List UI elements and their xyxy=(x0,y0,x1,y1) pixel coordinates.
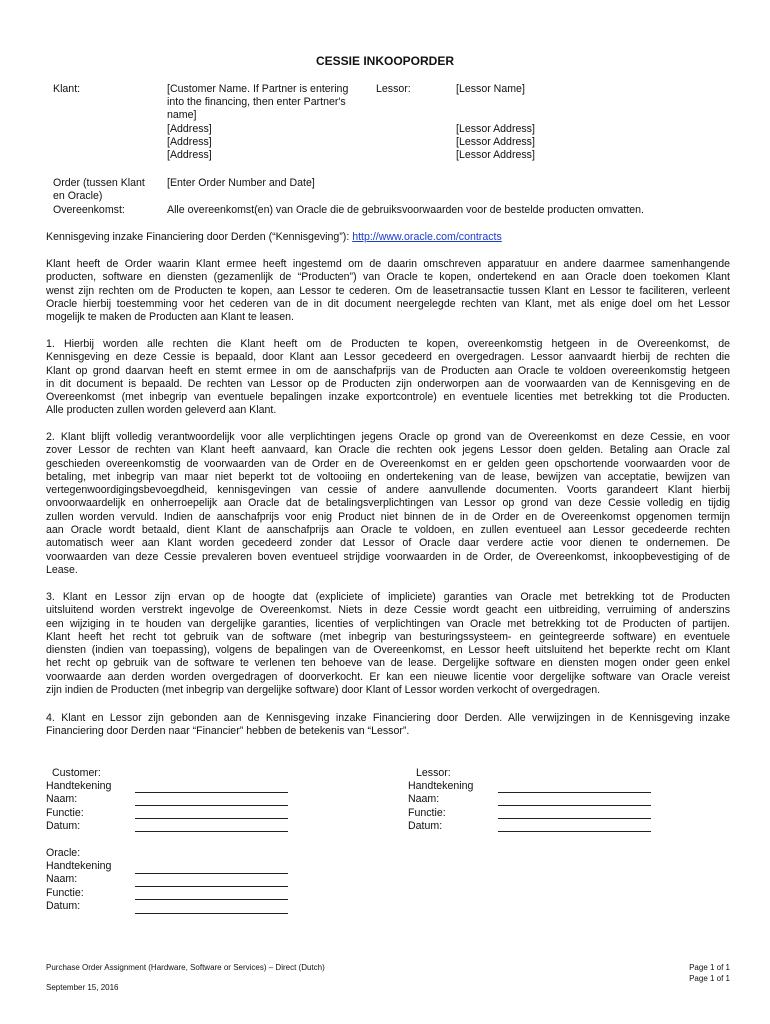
order-label-line: Order (tussen Klant xyxy=(53,177,145,189)
lessor-signature-line[interactable] xyxy=(498,792,651,793)
paragraph-line: het recht op gebruik van de software te verlenen ten behoeve van de lease. Dergelijke software en diensten mogen onder geen enkel xyxy=(46,657,730,670)
klant-address-line: [Address] xyxy=(167,122,212,135)
paragraph-line: wenst zijn rechten om de Producten te kopen, aan Lessor te cederen. Om de leasetransactie tussen Klant en Lessor te faciliteren, verleent xyxy=(46,284,730,297)
order-label xyxy=(53,177,145,203)
customer-signature-block xyxy=(46,767,111,833)
signature-field-label: Datum: xyxy=(46,819,81,832)
signature-field-label: Functie: xyxy=(46,806,84,819)
paragraph-line: in dit document is bepaald. De rechten van Lessor op de Producten zijn onderworpen aan de voorwaarden van de Kennisgeving en de xyxy=(46,377,730,390)
paragraph-line: zullen worden vervuld. Indien de aanschafprijs voor enig Product niet binnen de in de Order en de Overeenkomst opgenomen termijn xyxy=(46,510,730,523)
oracle-date-line[interactable] xyxy=(135,913,288,914)
oracle-function-line[interactable] xyxy=(135,899,288,900)
paragraph-line: onvoorwaardelijk en onherroepelijk aan Oracle dat de betalingsverplichtingen van Lessor op grond van deze Cessie volledig en tijdig xyxy=(46,497,730,510)
signature-field-label: Naam: xyxy=(46,793,78,806)
page-number: Page 1 of 1 xyxy=(689,974,730,983)
lessor-name-line[interactable] xyxy=(498,805,651,806)
paragraph-line: Klant op grond daarvan heeft en stemt ermee in om de aanschafprijs van de Producten aan Oracle te voldoen overeenkomstig hetgeen xyxy=(46,364,730,377)
signature-field-label: Naam: xyxy=(408,793,440,806)
signature-field-label: Functie: xyxy=(408,806,446,819)
clause-2 xyxy=(46,431,730,577)
paragraph-line: Kennisgeving en deze Cessie is bepaald, door Klant aan Lessor gecedeerd en overgedragen. Lessor aanvaardt hierbij de rechten die xyxy=(46,351,730,364)
footer-document-name: Purchase Order Assignment (Hardware, Software or Services) – Direct (Dutch) xyxy=(46,963,325,972)
lessor-address-line: [Lessor Address] xyxy=(456,149,535,162)
lessor-name: [Lessor Name] xyxy=(456,83,525,95)
customer-signature-line[interactable] xyxy=(135,792,288,793)
paragraph-line: betaling, met inbegrip van maar niet beperkt tot de voltooiing en ondertekening van de lease, bewijzen van acceptatie, bewijzen van xyxy=(46,470,730,483)
paragraph-line: aan Oracle wordt betaald, dient Klant de aanschafprijs aan Oracle te voldoen, en zullen eventueel aan Lessor gecedeerde rechten xyxy=(46,524,730,537)
paragraph-line: Klant heeft het recht tot gebruik van de software (met inbegrip van besturingssysteem- en geintegreerde software) en eventuele xyxy=(46,630,730,643)
paragraph-line: Financiering door Derden naar “Financier” hebben de betekenis van “Lessor”. xyxy=(46,725,410,738)
page-number: Page 1 of 1 xyxy=(689,963,730,972)
klant-address-line: [Address] xyxy=(167,135,212,148)
document-title: CESSIE INKOOPORDER xyxy=(315,54,455,68)
klant-name-line: [Customer Name. If Partner is entering xyxy=(167,83,349,95)
signature-field-label: Handtekening xyxy=(408,780,474,793)
clause-4 xyxy=(46,712,730,739)
klant-label: Klant: xyxy=(53,83,81,95)
paragraph-line: Alle producten zullen worden geleverd aan Klant. xyxy=(46,404,277,417)
paragraph-line: 2. Klant blijft volledig verantwoordelijk voor alle verplichtingen jegens Oracle op grond van de Overeenkomst en deze Cessie, en voor xyxy=(46,431,730,443)
klant-name-line: name] xyxy=(167,109,197,122)
paragraph-line: zijn indien de Producten (met inbegrip van dergelijke software) door Klant of Lessor worden verkocht of overgedragen. xyxy=(46,684,601,697)
paragraph-line: automatisch weer aan Klant worden gecedeerd zonder dat Lessor of Oracle daar verdere actie voor dienen te ondernemen. De xyxy=(46,537,730,550)
signature-field-label: Handtekening xyxy=(46,860,112,873)
clause-3 xyxy=(46,591,730,697)
paragraph-line: zover Lessor de rechten van Klant heeft aanvaard, kan Oracle die rechten ook jegens Lessor doen gelden. Betaling aan Oracle zal xyxy=(46,444,730,457)
paragraph-line: voorwaarde aan derden worden overgedragen of doorverkocht. Er kan een nieuwe licentie voor dergelijke software van Oracle vereist xyxy=(46,670,730,683)
klant-address-line: [Address] xyxy=(167,149,212,162)
footer-page-numbers xyxy=(689,962,730,984)
paragraph-line: uitsluitend worden verstrekt ingevolge de Overeenkomst. Niets in deze Cessie wordt geacht een uitbreiding, verruiming of anderszins xyxy=(46,604,730,617)
oracle-signature-block xyxy=(46,847,111,913)
clause-1 xyxy=(46,338,730,418)
signature-field-label: Datum: xyxy=(408,819,443,832)
paragraph-line: Overeenkomst (met inbegrip van eventuele bepalingen inzake exportcontrole) en eventuele licenties met betrekking tot die Producten. xyxy=(46,391,730,404)
oracle-name-line[interactable] xyxy=(135,886,288,887)
paragraph-line: geschieden overeenkomstig de voorwaarden van de Order en de Overeenkomst en er gelden geen opschortende voorwaarden voor de xyxy=(46,457,730,470)
paragraph-line: 4. Klant en Lessor zijn gebonden aan de Kennisgeving inzake Financiering door Derden. Alle verwijzingen in de Kennisgeving inzake xyxy=(46,712,730,724)
lessor-address-line: [Lessor Address] xyxy=(456,136,535,149)
footer-date: September 15, 2016 xyxy=(46,983,119,992)
lessor-address-line: [Lessor Address] xyxy=(456,123,535,135)
customer-date-line[interactable] xyxy=(135,831,288,832)
overeenkomst-value: Alle overeenkomst(en) van Oracle die de gebruiksvoorwaarden voor de bestelde producten omvatten. xyxy=(167,204,644,216)
lessor-label: Lessor: xyxy=(376,83,411,95)
lessor-function-line[interactable] xyxy=(498,818,651,819)
klant-details xyxy=(167,83,372,162)
paragraph-line: Oracle hierbij toestemming voor het cederen van de in dit document neergelegde rechten van Klant, met als enige doel om het Lessor xyxy=(46,297,730,310)
oracle-signature-line[interactable] xyxy=(135,873,288,874)
paragraph-line: diensten (indien van toepassing), volgens de bepalingen van de Overeenkomst, en Lessor heeft uitsluitend het beperkte recht om Klant xyxy=(46,644,730,657)
signature-field-label: Datum: xyxy=(46,899,81,912)
klant-name-line: into the financing, then enter Partner's xyxy=(167,96,346,109)
customer-heading: Customer: xyxy=(52,767,101,779)
signature-field-label: Naam: xyxy=(46,873,78,886)
lessor-heading: Lessor: xyxy=(416,767,451,779)
notice-text: Kennisgeving inzake Financiering door Derden (“Kennisgeving”): xyxy=(46,231,353,243)
paragraph-line: producten, software en diensten (gezamenlijk de “Producten”) van Oracle te kopen, ondertekend en aan Oracle doen toekomen Klant xyxy=(46,271,730,284)
customer-name-line[interactable] xyxy=(135,805,288,806)
lessor-date-line[interactable] xyxy=(498,831,651,832)
lessor-signature-block xyxy=(408,767,473,833)
order-value: [Enter Order Number and Date] xyxy=(167,177,315,189)
intro-paragraph xyxy=(46,258,730,324)
oracle-heading: Oracle: xyxy=(46,847,81,859)
paragraph-line: een wijziging in te houden van dergelijke garanties, licenties of verplichtingen van Oracle met betrekking tot de Producten of partijen. xyxy=(46,617,730,630)
paragraph-line: Lease. xyxy=(46,563,78,576)
signature-field-label: Functie: xyxy=(46,886,84,899)
customer-function-line[interactable] xyxy=(135,818,288,819)
contracts-link[interactable]: http://www.oracle.com/contracts xyxy=(352,231,502,243)
paragraph-line: 3. Klant en Lessor zijn ervan op de hoogte dat (expliciete of impliciete) garanties van Oracle met betrekking tot de Producten xyxy=(46,591,730,603)
paragraph-line: Klant heeft de Order waarin Klant ermee heeft ingestemd om de daarin omschreven apparatuur en andere daarmee samenhangende xyxy=(46,258,730,270)
paragraph-line: voorwaarden van deze Cessie prevaleren boven eventueel strijdige voorwaarden in de Order, de Overeenkomst, inkoopbevestiging of de xyxy=(46,550,730,563)
signature-field-label: Handtekening xyxy=(46,780,112,793)
lessor-address xyxy=(456,123,535,163)
order-label-line: en Oracle) xyxy=(53,190,103,203)
paragraph-line: mogelijk te maken de Producten aan Klant te leasen. xyxy=(46,311,294,324)
paragraph-line: vertegenwoordigingsbevoegdheid, kennisgevingen van cessie of andere aanvullende documenten. Voorts garandeert Klant hierbij xyxy=(46,484,730,497)
overeenkomst-label: Overeenkomst: xyxy=(53,204,125,216)
paragraph-line: 1. Hierbij worden alle rechten die Klant heeft om de Producten te kopen, overeenkomstig hetgeen in de Overeenkomst, de xyxy=(46,338,730,350)
notice-line xyxy=(46,231,502,244)
